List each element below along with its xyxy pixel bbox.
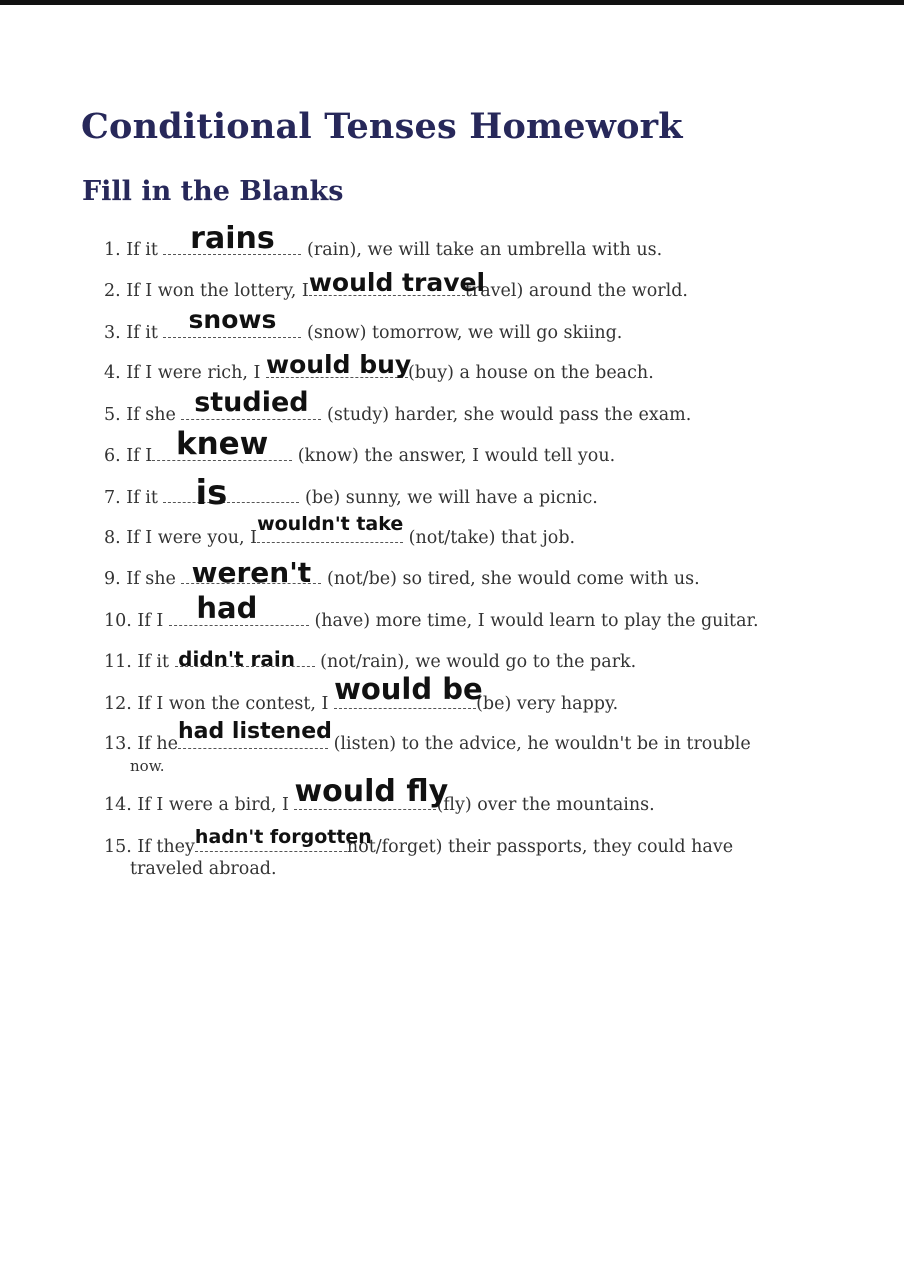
- item-suffix: (not/be) so tired, she would come with us.: [327, 569, 700, 589]
- item-number: 2.: [104, 281, 121, 301]
- item-suffix: (not/take) that job.: [408, 528, 576, 548]
- item-suffix: (listen) to the advice, he wouldn't be in trouble: [333, 734, 751, 754]
- item-continuation: traveled abroad.: [130, 859, 277, 879]
- list-item: [104, 719, 751, 778]
- handwritten-answer: would travel: [308, 268, 486, 297]
- item-number: 11.: [104, 652, 132, 672]
- item-number: 12.: [104, 694, 132, 714]
- answer-blank[interactable]: [294, 774, 449, 810]
- handwritten-answer: studied: [194, 387, 309, 418]
- answer-blank[interactable]: [169, 591, 309, 626]
- item-prefix: If he: [137, 734, 179, 754]
- item-suffix: (rain), we will take an umbrella with us.: [307, 240, 663, 260]
- item-prefix: If I were a bird, I: [137, 795, 289, 815]
- answer-blank[interactable]: [175, 644, 315, 671]
- answer-blank[interactable]: [181, 556, 321, 589]
- item-number: 5.: [104, 405, 121, 425]
- list-item: [104, 513, 576, 550]
- top-border: [0, 0, 904, 5]
- list-item: [104, 221, 663, 262]
- answer-blank[interactable]: [334, 672, 483, 709]
- list-item: [104, 350, 654, 385]
- item-prefix: If she: [126, 569, 176, 589]
- item-number: 8.: [104, 528, 121, 548]
- item-number: 14.: [104, 795, 132, 815]
- item-number: 15.: [104, 837, 132, 857]
- list-item: [104, 426, 616, 468]
- item-prefix: If it: [126, 488, 158, 508]
- item-number: 1.: [104, 240, 121, 260]
- item-number: 3.: [104, 323, 121, 343]
- list-item: [104, 591, 759, 633]
- answer-blank[interactable]: [163, 305, 301, 338]
- item-suffix: not/forget) their passports, they could have: [346, 837, 734, 857]
- handwritten-answer: had: [196, 591, 258, 625]
- list-item: [104, 473, 598, 513]
- item-suffix: (know) the answer, I would tell you.: [297, 446, 616, 466]
- handwritten-answer: weren't: [191, 556, 312, 589]
- handwritten-answer: knew: [175, 426, 269, 462]
- item-suffix: (snow) tomorrow, we will go skiing.: [307, 323, 623, 343]
- handwritten-answer: had listened: [178, 719, 332, 744]
- list-item: [104, 672, 619, 716]
- item-prefix: If I won the contest, I: [137, 694, 329, 714]
- item-prefix: If I were you, I: [126, 528, 258, 548]
- answer-blank[interactable]: [163, 221, 301, 256]
- answer-blank[interactable]: [178, 719, 332, 749]
- handwritten-answer: hadn't forgotten: [194, 826, 372, 848]
- item-number: 7.: [104, 488, 121, 508]
- answer-blank[interactable]: [163, 473, 299, 513]
- item-number: 9.: [104, 569, 121, 589]
- item-number: 6.: [104, 446, 121, 466]
- section-heading: Fill in the Blanks: [82, 176, 344, 207]
- item-prefix: If it: [137, 652, 170, 672]
- item-prefix: If they: [137, 837, 195, 857]
- handwritten-answer: would be: [334, 672, 483, 706]
- item-suffix: (buy) a house on the beach.: [407, 363, 654, 383]
- item-prefix: If it: [126, 323, 158, 343]
- answer-blank[interactable]: [152, 426, 292, 462]
- item-prefix: If I were rich, I: [126, 363, 261, 383]
- item-suffix: (fly) over the mountains.: [436, 795, 655, 815]
- list-item: [104, 387, 692, 427]
- item-number: 10.: [104, 611, 132, 631]
- item-suffix: (not/rain), we would go to the park.: [320, 652, 637, 672]
- list-item: [104, 774, 655, 817]
- item-number: 4.: [104, 363, 121, 383]
- list-item: [104, 268, 688, 303]
- page-title: Conditional Tenses Homework: [81, 106, 683, 147]
- item-prefix: If I won the lottery, I: [126, 281, 309, 301]
- item-prefix: If it: [126, 240, 158, 260]
- answer-blank[interactable]: [265, 350, 412, 379]
- item-suffix: travel) around the world.: [464, 281, 688, 301]
- item-suffix: (study) harder, she would pass the exam.: [327, 405, 692, 425]
- handwritten-answer: didn't rain: [178, 647, 295, 671]
- answer-blank[interactable]: [308, 268, 486, 297]
- item-number: 13.: [104, 734, 132, 754]
- item-prefix: If I: [126, 446, 153, 466]
- answer-blank[interactable]: [194, 826, 372, 852]
- item-continuation: now.: [130, 757, 165, 775]
- list-item: [104, 305, 623, 345]
- item-suffix: (be) sunny, we will have a picnic.: [305, 488, 598, 508]
- list-item: [104, 556, 700, 591]
- item-suffix: (be) very happy.: [476, 694, 619, 714]
- item-prefix: If she: [126, 405, 176, 425]
- handwritten-answer: rains: [190, 221, 275, 256]
- handwritten-answer: wouldn't take: [257, 513, 404, 535]
- list-item: [104, 826, 734, 881]
- item-prefix: If I: [137, 611, 164, 631]
- handwritten-answer: is: [195, 473, 228, 513]
- answer-blank[interactable]: [181, 387, 321, 420]
- answer-blank[interactable]: [257, 513, 404, 543]
- handwritten-answer: would fly: [294, 774, 449, 809]
- item-suffix: (have) more time, I would learn to play the guitar.: [314, 611, 759, 631]
- handwritten-answer: snows: [188, 305, 277, 334]
- list-item: [104, 644, 636, 674]
- handwritten-answer: would buy: [265, 350, 412, 379]
